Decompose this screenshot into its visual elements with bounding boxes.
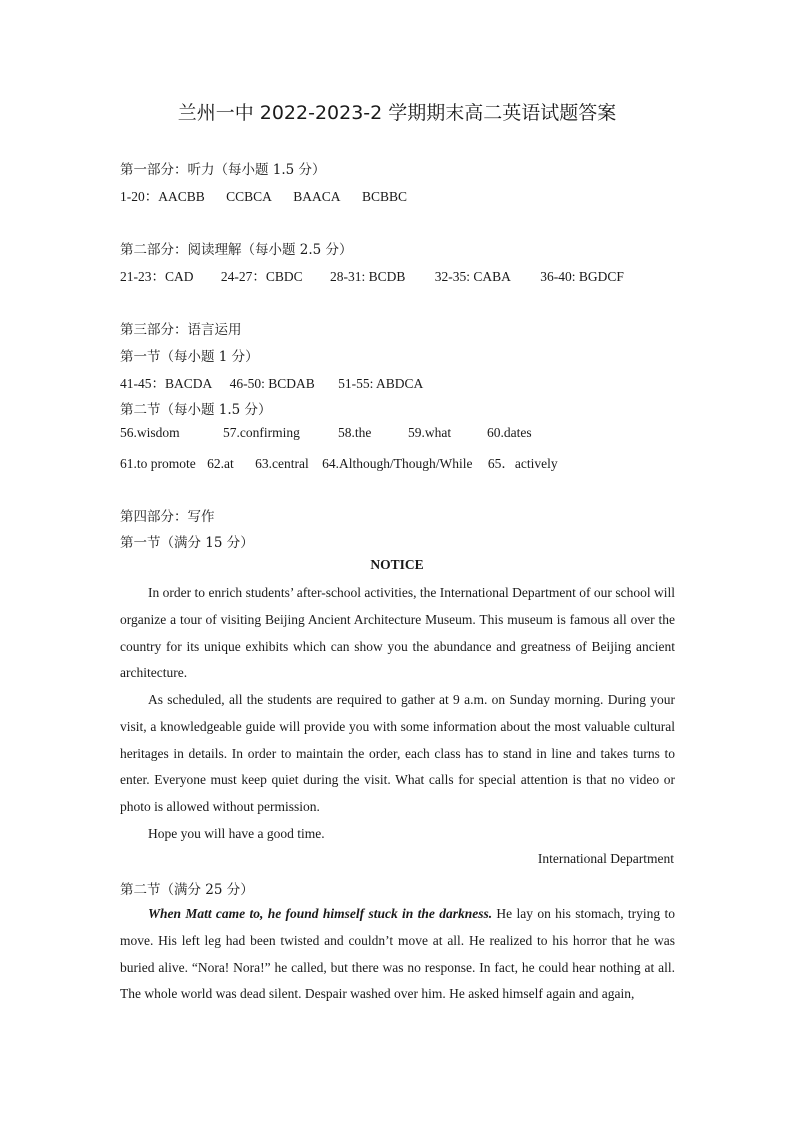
answer-group: 46-50: BCDAB xyxy=(229,376,315,391)
part4-section1-heading: 第一节（满分 15 分） xyxy=(120,535,254,551)
part4-section2-heading: 第二节（满分 25 分） xyxy=(120,882,254,898)
notice-title: NOTICE xyxy=(370,557,424,572)
document-title: 兰州一中 2022-2023-2 学期期末高二英语试题答案 xyxy=(177,102,617,124)
story-body: He lay on his stomach, trying to move. His left leg had been twisted and couldn’t move at all. He realized to his horror that he was buried alive. “Nora! Nora!” he called, but there was no response. In fact, he could hear nothing at all. The whole world was dead silent. Despair washed over him. He asked himself again and again, xyxy=(120,906,675,1002)
part3-section2-row1 xyxy=(120,425,532,441)
answer-group: BCBBC xyxy=(361,189,407,204)
answer-group: 28-31: BCDB xyxy=(330,269,406,284)
part1-answers xyxy=(120,185,407,205)
notice-paragraph-3: Hope you will have a good time. xyxy=(148,826,325,841)
answer-group: 41-45：BACDA xyxy=(120,376,213,391)
part3-section2-heading: 第二节（每小题 1.5 分） xyxy=(120,402,272,418)
answer-group: 1-20：AACBB xyxy=(120,189,205,204)
answer-item: 62.at xyxy=(207,456,234,471)
part3-section1-heading: 第一节（每小题 1 分） xyxy=(120,349,259,365)
part3-section1-answers xyxy=(120,372,423,392)
answer-group: 24-27：CBDC xyxy=(220,269,303,284)
notice-signature: International Department xyxy=(537,851,674,866)
part2-answers xyxy=(120,265,624,285)
answer-item: 59.what xyxy=(408,425,452,440)
part4-heading: 第四部分：写作 xyxy=(120,509,215,525)
answer-group: BAACA xyxy=(293,189,341,204)
answer-group: 36-40: BGDCF xyxy=(540,269,624,284)
answer-item: 60.dates xyxy=(487,425,532,440)
answer-item: 56.wisdom xyxy=(120,425,180,440)
answer-group: CCBCA xyxy=(226,189,272,204)
story-lead-sentence: When Matt came to, he found himself stuck in the darkness. xyxy=(148,906,493,921)
answer-item: 64.Although/Though/While xyxy=(322,456,473,471)
answer-item: 61.to promote xyxy=(120,456,196,471)
answer-item: 63.central xyxy=(255,456,309,471)
part3-section2-row2 xyxy=(120,452,558,472)
part3-heading: 第三部分：语言运用 xyxy=(120,322,242,338)
story-paragraph xyxy=(120,901,675,1008)
notice-paragraph-2: As scheduled, all the students are required to gather at 9 a.m. on Sunday morning. During your visit, a knowledgeable guide will provide you with some information about the most valuable cultural heritages in details. In order to maintain the order, each class has to stand in line and takes turns to enter. Everyone must keep quiet during the visit. What calls for special attention is that no video or photo is allowed without permission. xyxy=(120,692,675,815)
part1-heading: 第一部分：听力（每小题 1.5 分） xyxy=(120,162,326,178)
answer-item: 57.confirming xyxy=(223,425,300,440)
part2-heading: 第二部分：阅读理解（每小题 2.5 分） xyxy=(120,242,353,258)
notice-paragraph-1: In order to enrich students’ after-school activities, the International Department of our school will organize a tour of visiting Beijing Ancient Architecture Museum. This museum is famous all over the country for its unique exhibits which can show you the abundance and greatness of Beijing ancient architecture. xyxy=(120,585,675,681)
answer-item: 58.the xyxy=(338,425,372,440)
answer-group: 51-55: ABDCA xyxy=(338,376,424,391)
answer-item: 65．actively xyxy=(487,456,558,471)
answer-group: 21-23：CAD xyxy=(120,269,194,284)
answer-group: 32-35: CABA xyxy=(434,269,511,284)
